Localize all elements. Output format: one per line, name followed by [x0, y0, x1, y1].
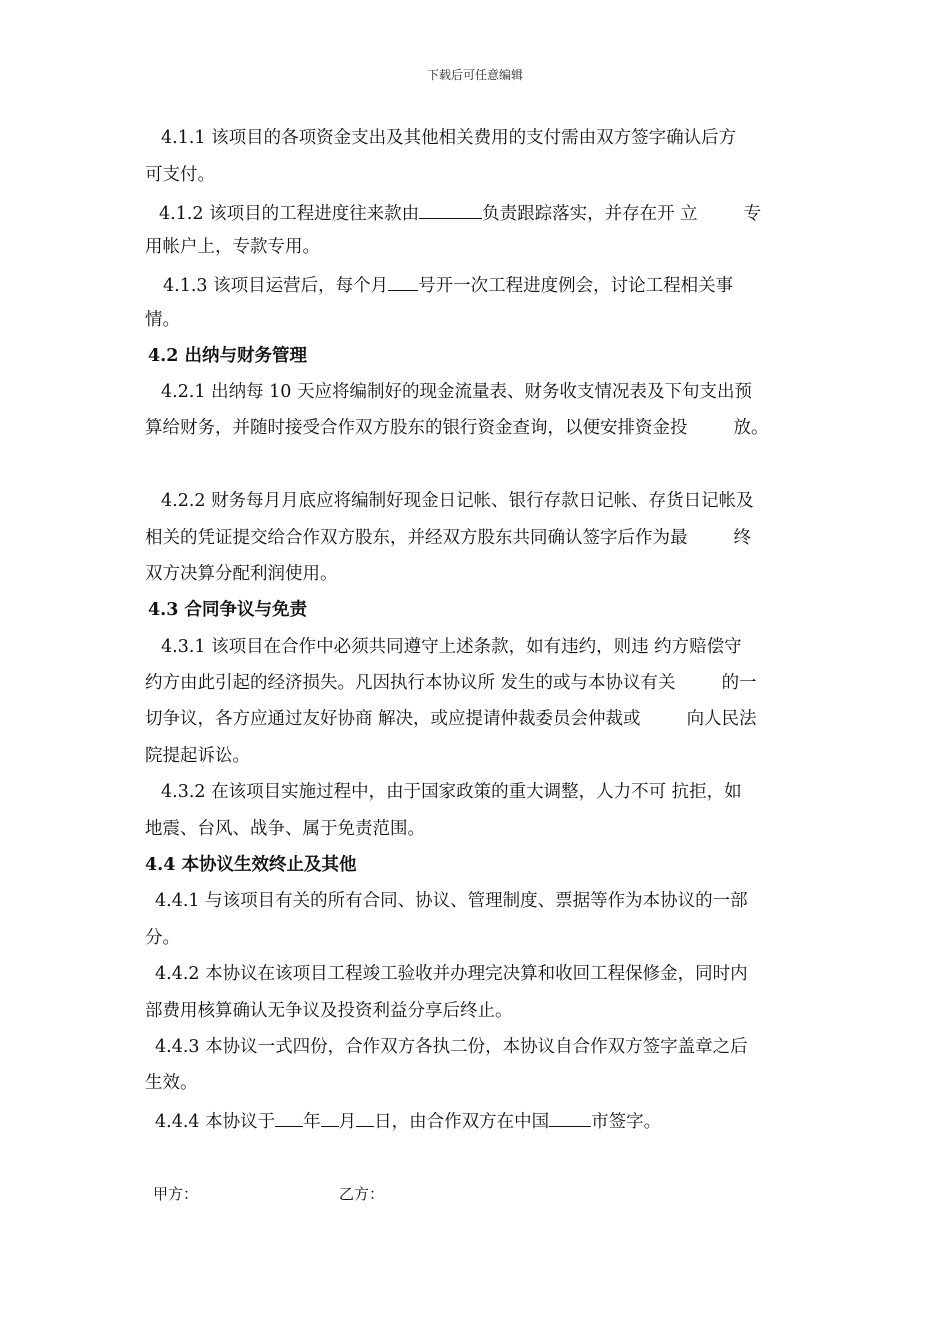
- text: 市签字。: [591, 1112, 662, 1132]
- page-header: 下载后可任意编辑: [426, 68, 523, 82]
- section-heading-4-4: 4.4 本协议生效终止及其他: [145, 855, 357, 875]
- fill-blank: [419, 200, 482, 219]
- clause-4-1-2: [159, 200, 761, 225]
- clause-4-4-3-cont: 生效。: [145, 1073, 198, 1093]
- text: 4.4.4 本协议于: [155, 1112, 276, 1132]
- clause-4-1-2-cont: 用帐户上，专款专用。: [145, 237, 320, 257]
- fill-blank: [321, 1108, 339, 1127]
- clause-4-4-2-cont: 部费用核算确认无争议及投资利益分享后终止。: [145, 1001, 513, 1021]
- fill-blank: [388, 272, 418, 291]
- clause-4-1-3: [163, 272, 733, 297]
- party-b-label: 乙方：: [339, 1185, 385, 1203]
- text: 约方由此引起的经济损失。凡因执行本协议所 发生的或与本协议有关: [145, 673, 676, 693]
- text: 切争议，各方应通过友好协商 解决，或应提请仲裁委员会仲裁或: [145, 709, 641, 729]
- text: 放。: [733, 418, 769, 438]
- clause-4-2-2-cont2: 双方决算分配利润使用。: [145, 564, 338, 584]
- clause-4-4-1-cont: 分。: [145, 928, 180, 948]
- text: 号开一次工程进度例会，讨论工程相关事: [418, 276, 734, 296]
- text: 日，由合作双方在中国: [374, 1112, 550, 1132]
- clause-4-4-2: 4.4.2 本协议在该项目工程竣工验收并办理完决算和收回工程保修金，同时内: [155, 964, 748, 984]
- text: 相关的凭证提交给合作双方股东，并经双方股东共同确认签字后作为最: [145, 528, 688, 548]
- text: 负责跟踪落实，并存在开 立: [482, 204, 698, 224]
- text: 向人民法: [686, 709, 757, 729]
- clause-4-4-1: 4.4.1 与该项目有关的所有合同、协议、管理制度、票据等作为本协议的一部: [155, 891, 748, 911]
- clause-4-2-2-cont: [145, 527, 751, 549]
- party-a-label: 甲方：: [153, 1185, 199, 1203]
- clause-4-1-3-cont: 情。: [145, 310, 180, 330]
- clause-4-4-3: 4.4.3 本协议一式四份，合作双方各执二份，本协议自合作双方签字盖章之后: [155, 1037, 748, 1057]
- fill-blank: [356, 1108, 374, 1127]
- fill-blank: [275, 1108, 303, 1127]
- clause-4-1-1: 4.1.1 该项目的各项资金支出及其他相关费用的支付需由双方签字确认后方: [161, 128, 737, 148]
- clause-4-3-1-cont3: 院提起诉讼。: [145, 746, 250, 766]
- clause-4-3-1: 4.3.1 该项目在合作中必须共同遵守上述条款，如有违约，则违 约方赔偿守: [161, 637, 742, 657]
- text: 月: [338, 1112, 357, 1132]
- clause-4-2-2: 4.2.2 财务每月月底应将编制好现金日记帐、银行存款日记帐、存货日记帐及: [161, 491, 754, 511]
- text: 算给财务，并随时接受合作双方股东的银行资金查询，以便安排资金投: [145, 418, 688, 438]
- clause-4-3-2: 4.3.2 在该项目实施过程中，由于国家政策的重大调整，人力不可 抗拒，如: [161, 782, 742, 802]
- clause-4-3-1-cont: [145, 672, 757, 694]
- clause-4-2-1: 4.2.1 出纳每 10 天应将编制好的现金流量表、财务收支情况表及下旬支出预: [161, 382, 752, 402]
- section-heading-4-3: 4.3 合同争议与免责: [148, 600, 308, 620]
- text: 专: [743, 204, 762, 224]
- text: 终: [733, 528, 751, 548]
- text: 4.1.3 该项目运营后，每个月: [163, 276, 389, 296]
- clause-4-3-2-cont: 地震、台风、战争、属于免责范围。: [145, 819, 425, 839]
- text: 的一: [721, 673, 757, 693]
- clause-4-3-1-cont2: [145, 708, 757, 730]
- fill-blank: [549, 1108, 591, 1127]
- text: 4.1.2 该项目的工程进度往来款由: [159, 204, 420, 224]
- text: 年: [303, 1112, 321, 1132]
- clause-4-2-1-cont: [145, 417, 769, 439]
- clause-4-4-4: [155, 1108, 661, 1133]
- clause-4-1-1-cont: 可支付。: [145, 165, 215, 185]
- section-heading-4-2: 4.2 出纳与财务管理: [148, 346, 308, 366]
